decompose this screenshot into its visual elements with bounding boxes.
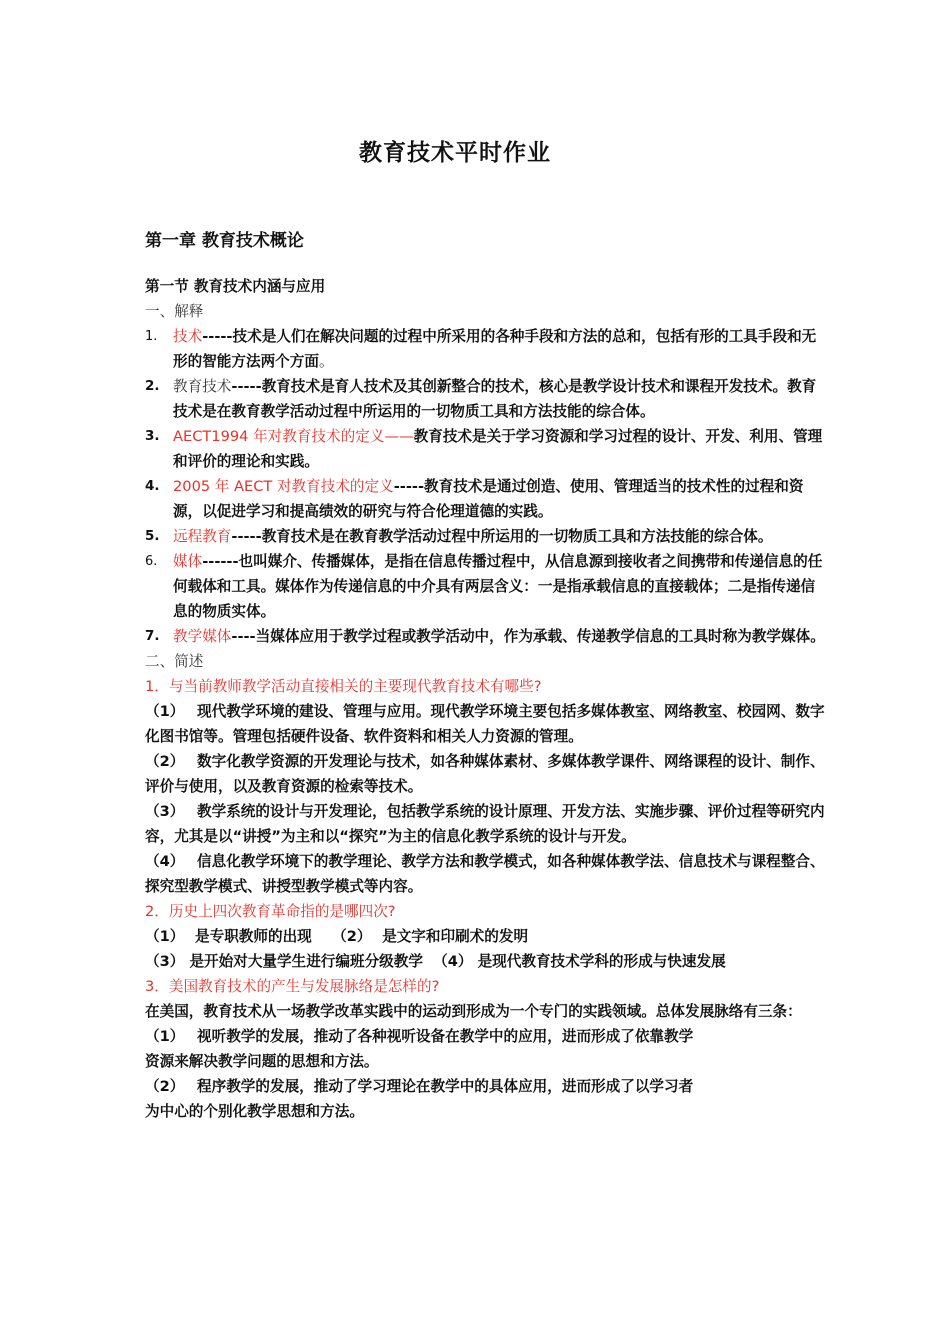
answer-text: 视听教学的发展，推动了各种视听设备在教学中的应用，进而形成了依靠教学 <box>197 1028 694 1045</box>
answer-text: 数字化教学资源的开发理论与技术，如各种媒体素材、多媒体教学课件、网络课程的设计、制作、评价与使用，以及教育资源的检索等技术。 <box>145 753 825 795</box>
answer-text: 是开始对大量学生进行编班分级教学 <box>189 953 423 970</box>
section-heading: 第一节 教育技术内涵与应用 <box>145 278 326 295</box>
document-title: 教育技术平时作业 <box>359 140 551 166</box>
definition-term: 教育技术 <box>173 378 232 395</box>
definition-term: 远程教育 <box>173 528 232 545</box>
definition-text: 教育技术是通过创造、使用、管理适当的技术性的过程和资源，以促进学习和提高绩效的研究与符合伦理道德的实践。 <box>173 478 804 520</box>
answer-label: （2） <box>145 753 185 770</box>
answer-label: （4） <box>145 853 185 870</box>
answer-label: （1） <box>145 703 185 720</box>
document-body <box>145 274 825 1124</box>
definition-separator: ----- <box>202 328 233 345</box>
question-2: 2．历史上四次教育革命指的是哪四次? <box>145 903 396 920</box>
answer-text: 资源来解决教学问题的思想和方法。 <box>145 1053 379 1070</box>
definition-text: 当媒体应用于教学过程或教学活动中，作为承载、传递教学信息的工具时称为教学媒体。 <box>255 628 825 645</box>
item-number: 4. <box>145 478 160 494</box>
definition-text: 教育技术是关于学习资源和学习过程的设计、开发、利用、管理和评价的理论和实践。 <box>173 428 823 470</box>
definition-end: 。 <box>318 353 334 370</box>
item-number: 7. <box>145 628 160 644</box>
definition-item <box>145 374 825 424</box>
definition-item <box>145 324 825 374</box>
answer-paragraph <box>145 1074 825 1124</box>
answer-label: （4） <box>433 953 473 970</box>
definition-separator: ----- <box>393 478 425 495</box>
item-number: 5. <box>145 528 160 544</box>
answer-text: 是现代教育技术学科的形成与快速发展 <box>477 953 726 970</box>
answer-label: （3） <box>145 953 185 970</box>
answer-pair <box>145 924 825 949</box>
item-number: 1. <box>145 329 158 344</box>
definition-item <box>145 424 825 474</box>
answer-label: （1） <box>145 1028 185 1045</box>
answer-paragraph <box>145 1024 825 1074</box>
definition-item <box>145 549 825 624</box>
answer-text: 是文字和印刷术的发明 <box>382 928 529 945</box>
definition-text: 也叫媒介、传播媒体，是指在信息传播过程中，从信息源到接收者之间携带和传递信息的任何载体和工具。媒体作为传递信息的中介具有两层含义：一是指承载信息的直接载体；二是指传递信息的物质实体。 <box>173 553 823 620</box>
definition-item <box>145 524 825 549</box>
definition-item <box>145 624 825 649</box>
definition-term: 2005 年 AECT 对教育技术的定义 <box>173 478 394 495</box>
answer-text: 为中心的个别化教学思想和方法。 <box>145 1103 364 1120</box>
definition-text: 技术是人们在解决问题的过程中所采用的各种手段和方法的总和，包括有形的工具手段和无形的智能方法两个方面 <box>173 328 817 370</box>
definition-term: 技术 <box>173 328 203 345</box>
answer-text: 教学系统的设计与开发理论，包括教学系统的设计原理、开发方法、实施步骤、评价过程等研究内容，尤其是以“讲授”为主和以“探究”为主的信息化教学系统的设计与开发。 <box>145 803 825 845</box>
answer-label: （1） <box>145 928 185 945</box>
answer-paragraph <box>145 749 825 799</box>
answer-label: （2） <box>332 928 372 945</box>
item-number: 2. <box>145 378 160 394</box>
answer-intro: 在美国，教育技术从一场教学改革实践中的运动到形成为一个专门的实践领域。总体发展脉络有三条： <box>145 1003 802 1020</box>
question-1: 1．与当前教师教学活动直接相关的主要现代教育技术有哪些? <box>145 678 542 695</box>
definition-separator: —— <box>384 428 414 445</box>
answer-text: 现代教学环境的建设、管理与应用。现代教学环境主要包括多媒体教室、网络教室、校园网、数字化图书馆等。管理包括硬件设备、软件资料和相关人力资源的管理。 <box>145 703 825 745</box>
definition-term: AECT1994 年对教育技术的定义 <box>173 428 385 445</box>
definition-separator: ----- <box>231 528 262 545</box>
definition-term: 教学媒体 <box>173 628 232 645</box>
answer-paragraph <box>145 849 825 899</box>
item-number: 3. <box>145 428 160 444</box>
chapter-heading: 第一章 教育技术概论 <box>145 231 304 251</box>
item-number: 6. <box>145 554 158 569</box>
part1-heading: 一、解释 <box>145 303 204 320</box>
definition-text: 教育技术是在教育教学活动过程中所运用的一切物质工具和方法技能的综合体。 <box>261 528 773 545</box>
answer-text: 信息化教学环境下的教学理论、教学方法和教学模式，如各种媒体教学法、信息技术与课程整合、探究型教学模式、讲授型教学模式等内容。 <box>145 853 825 895</box>
answer-label: （3） <box>145 803 185 820</box>
part2-heading: 二、简述 <box>145 653 204 670</box>
answer-paragraph <box>145 799 825 849</box>
definition-separator: ---- <box>231 628 256 645</box>
definition-term: 媒体 <box>173 553 203 570</box>
answer-text: 是专职教师的出现 <box>195 928 312 945</box>
question-3: 3．美国教育技术的产生与发展脉络是怎样的? <box>145 978 440 995</box>
answer-paragraph <box>145 699 825 749</box>
definition-text: 教育技术是育人技术及其创新整合的技术，核心是教学设计技术和课程开发技术。教育技术是在教育教学活动过程中所运用的一切物质工具和方法技能的综合体。 <box>173 378 817 420</box>
definition-separator: ------ <box>202 553 239 570</box>
answer-text: 程序教学的发展，推动了学习理论在教学中的具体应用，进而形成了以学习者 <box>197 1078 694 1095</box>
definition-item <box>145 474 825 524</box>
definition-separator: ----- <box>231 378 262 395</box>
answer-pair <box>145 949 825 974</box>
answer-label: （2） <box>145 1078 185 1095</box>
